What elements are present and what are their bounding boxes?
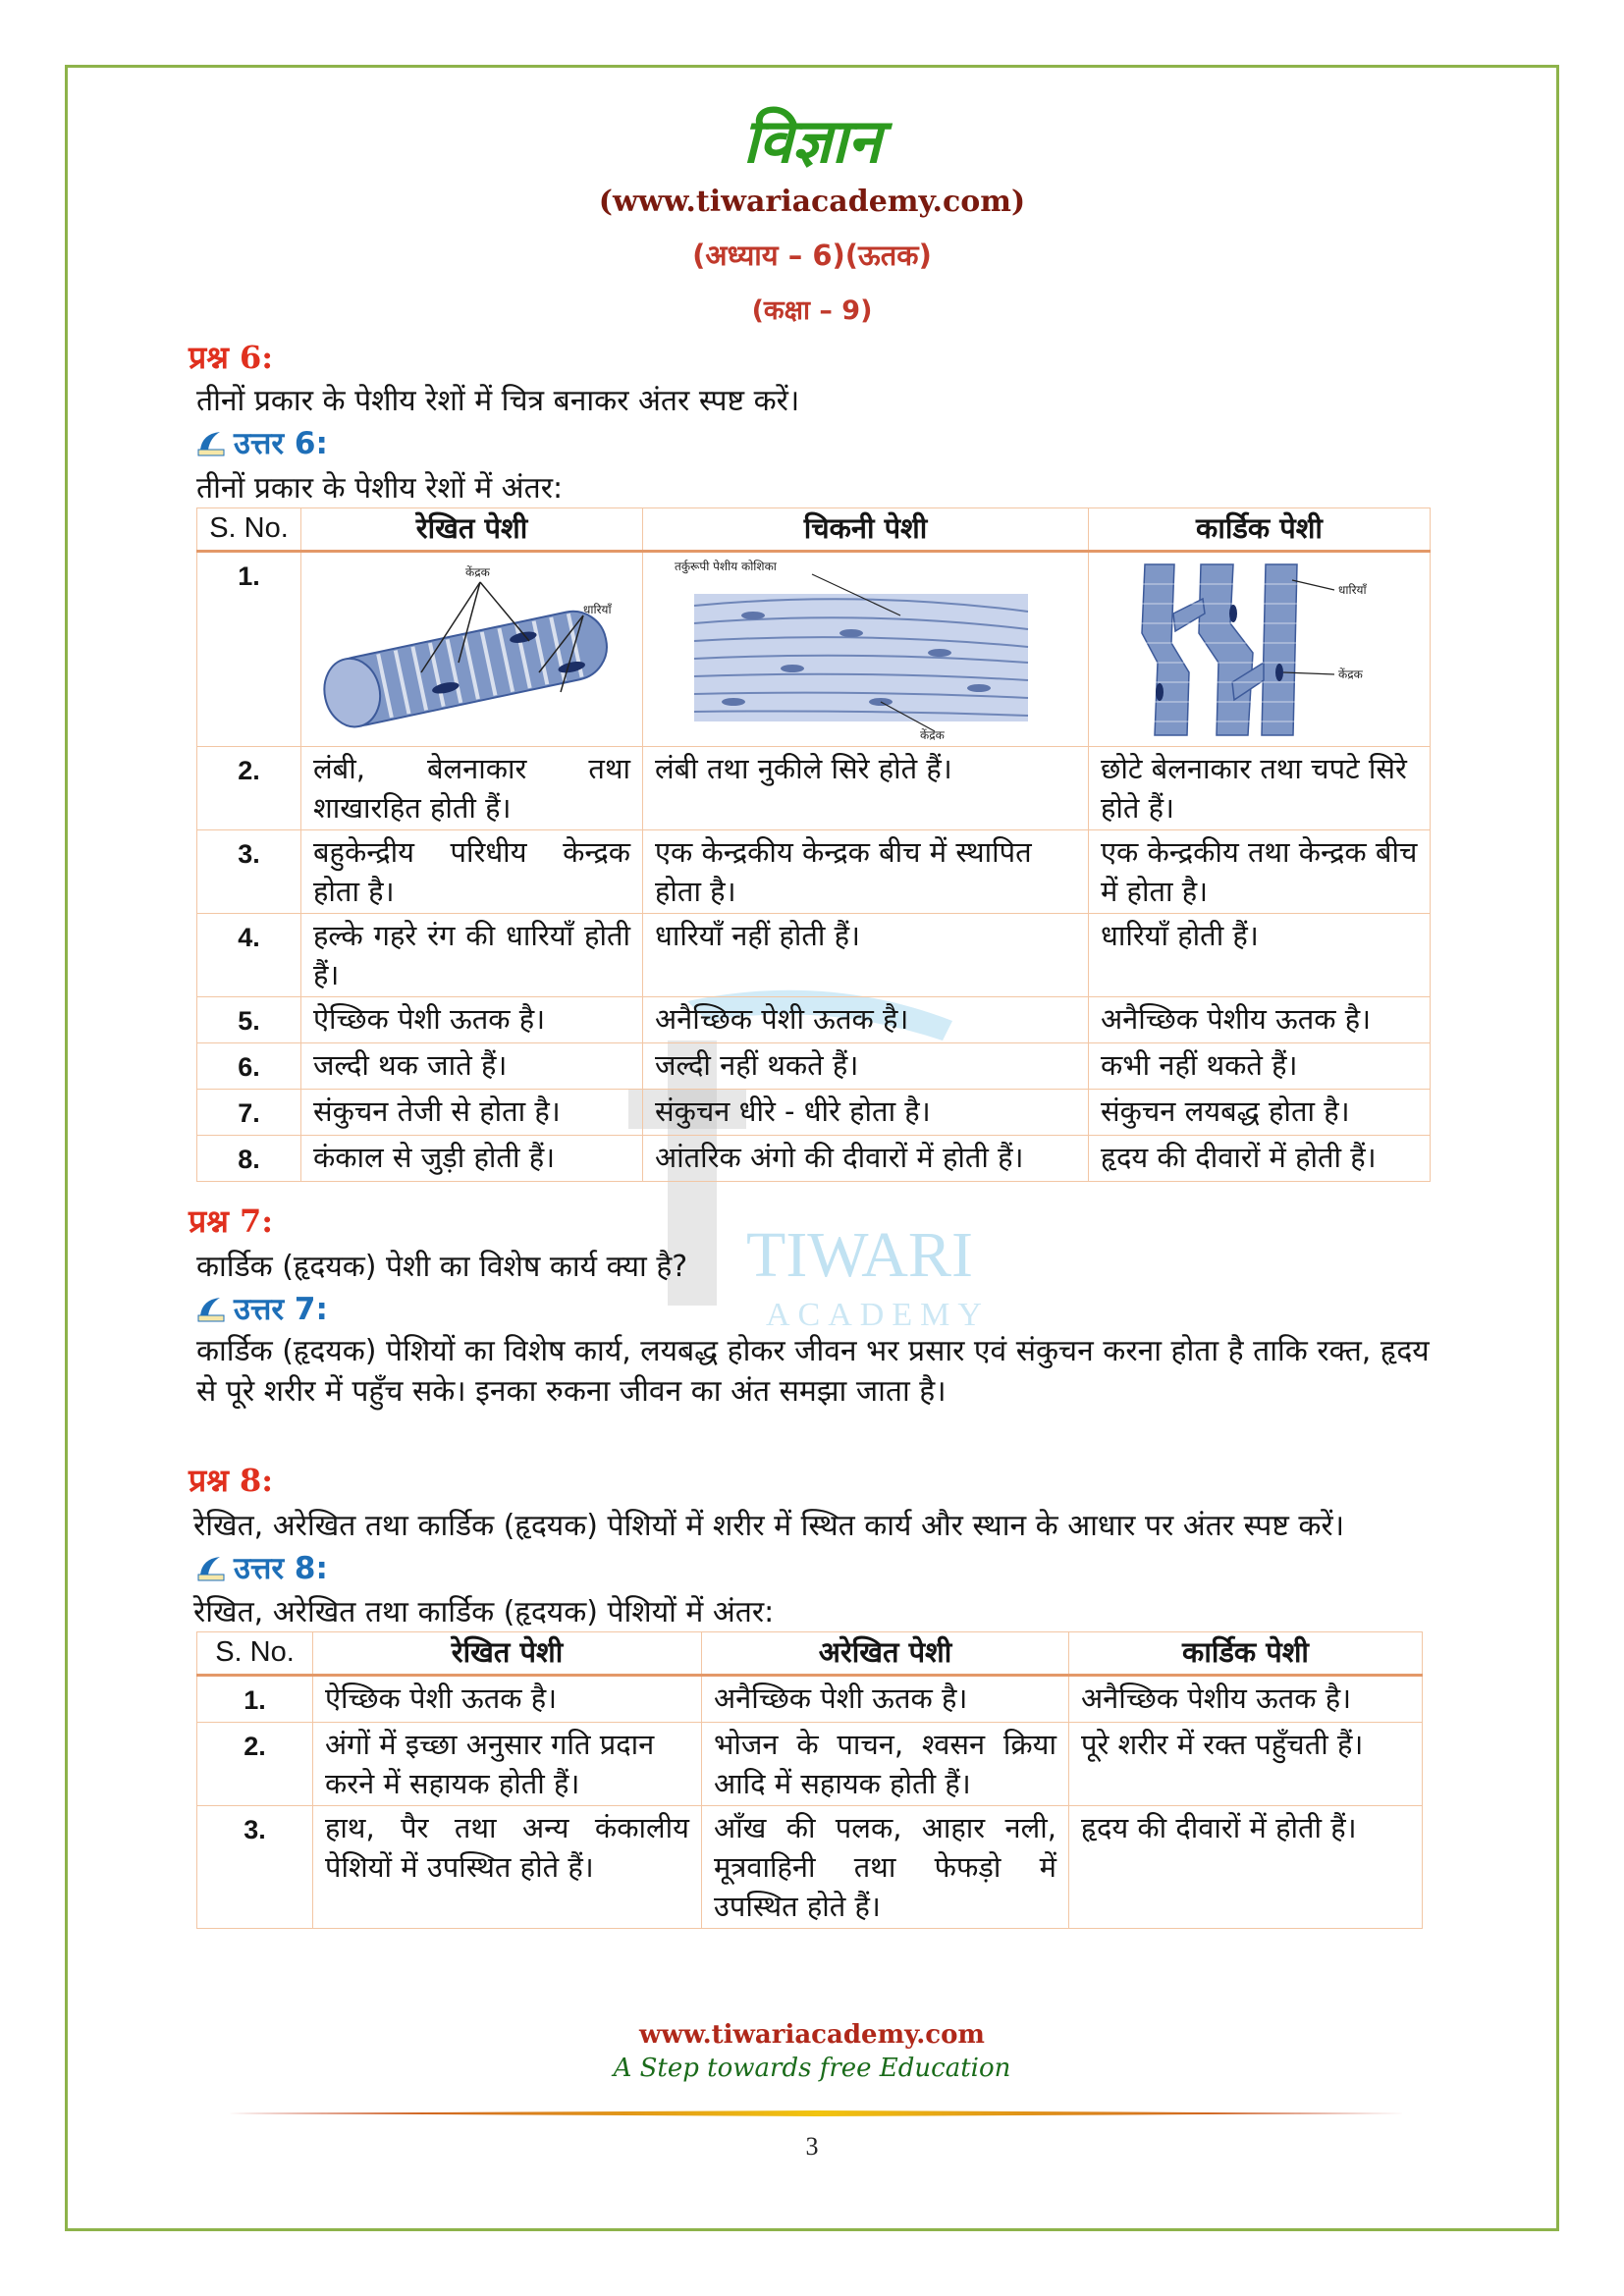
q6-answer-label: उत्तर 6: <box>234 426 328 461</box>
spindle-cell-label: तर्कुरूपी पेशीय कोशिका <box>675 560 777 573</box>
table-row <box>197 1136 1431 1182</box>
smooth-cell: अनैच्छिक पेशी ऊतक है। <box>643 997 1089 1043</box>
striated-cell: संकुचन तेजी से होता है। <box>301 1090 643 1136</box>
header-website[interactable]: (www.tiwariacademy.com) <box>598 185 1026 219</box>
serial-number: 1. <box>197 552 301 747</box>
page-title: विज्ञान <box>742 105 882 177</box>
q7-answer: कार्डिक (हृदयक) पेशियों का विशेष कार्य, लयबद्ध होकर जीवन भर प्रसार एवं संकुचन करना होता है ताकि रक्त, हृदय से पूरे शरीर में पहुँच सके। इनका रुकना जीवन का अंत समझा जाता है। <box>196 1334 1430 1409</box>
footer-tagline: A Step towards free Education <box>613 2054 1011 2083</box>
q6-muscle-table <box>196 507 1431 1182</box>
table-header-row <box>197 1632 1423 1676</box>
q7-answer-label: उत्तर 7: <box>234 1292 328 1327</box>
smooth-cell: जल्दी नहीं थकते हैं। <box>643 1043 1089 1090</box>
table-header: अरेखित पेशी <box>702 1632 1069 1676</box>
nucleus-label: केंद्रक <box>465 565 490 579</box>
watermark-subtext: ACADEMY <box>766 1297 990 1333</box>
table-header: कार्डिक पेशी <box>1089 508 1431 552</box>
striated-cell: बहुकेन्द्रीय परिधीय केन्द्रक होता है। <box>301 830 643 914</box>
serial-number: 2. <box>197 747 301 830</box>
serial-number: 8. <box>197 1136 301 1182</box>
q8-label: प्रश्न 8: <box>189 1462 274 1499</box>
table-row <box>197 1090 1431 1136</box>
striated-cell: ऐच्छिक पेशी ऊतक है। <box>313 1676 702 1723</box>
table-row <box>197 552 1431 747</box>
cardiac-cell: हृदय की दीवारों में होती हैं। <box>1069 1806 1423 1929</box>
striated-cell: लंबी, बेलनाकार तथा शाखारहित होती हैं। <box>301 747 643 830</box>
nucleus-label: केंद्रक <box>920 728 945 741</box>
serial-number: 7. <box>197 1090 301 1136</box>
striated-cell: अंगों में इच्छा अनुसार गति प्रदान करने में सहायक होती हैं। <box>313 1723 702 1806</box>
table-header: S. No. <box>197 1632 313 1676</box>
table-row <box>197 1043 1431 1090</box>
smooth-cell: धारियाँ नहीं होती हैं। <box>643 914 1089 997</box>
table-header: रेखित पेशी <box>313 1632 702 1676</box>
nucleus <box>722 698 745 706</box>
nucleus <box>967 684 991 692</box>
nucleus <box>1156 683 1164 701</box>
q8-text: रेखित, अरेखित तथा कार्डिक (हृदयक) पेशियों में शरीर में स्थित कार्य और स्थान के आधार पर अंतर स्पष्ट करें। <box>193 1509 1345 1543</box>
q6-label: प्रश्न 6: <box>189 339 274 376</box>
nucleus <box>928 649 951 657</box>
smooth-cell: संकुचन धीरे - धीरे होता है। <box>643 1090 1089 1136</box>
page-number: 3 <box>805 2132 819 2161</box>
tiwari-logo-icon <box>196 1294 226 1323</box>
footer-website[interactable]: www.tiwariacademy.com <box>639 2020 985 2050</box>
smooth-cell: एक केन्द्रकीय केन्द्रक बीच में स्थापित होता है। <box>643 830 1089 914</box>
watermark-text: TIWARI <box>746 1219 973 1291</box>
serial-number: 6. <box>197 1043 301 1090</box>
stripes-label: धारियाँ <box>1338 583 1367 597</box>
smooth-muscle-figure-cell <box>643 552 1089 747</box>
q7-answer-heading <box>196 1288 328 1329</box>
nucleus <box>741 612 765 619</box>
serial-number: 1. <box>197 1676 313 1723</box>
striated-cell: ऐच्छिक पेशी ऊतक है। <box>301 997 643 1043</box>
cardiac-muscle-diagram <box>1091 555 1427 741</box>
table-header-row <box>197 508 1431 552</box>
q8-muscle-table <box>196 1631 1423 1929</box>
smooth-muscle-diagram <box>645 555 1085 741</box>
cardiac-cell: अनैच्छिक पेशीय ऊतक है। <box>1069 1676 1423 1723</box>
serial-number: 2. <box>197 1723 313 1806</box>
tiwari-logo-icon <box>196 428 226 457</box>
cardiac-cell: अनैच्छिक पेशीय ऊतक है। <box>1089 997 1431 1043</box>
table-row <box>197 747 1431 830</box>
serial-number: 5. <box>197 997 301 1043</box>
cardiac-muscle-figure-cell <box>1089 552 1431 747</box>
q7-label: प्रश्न 7: <box>189 1202 274 1240</box>
cardiac-cell: संकुचन लयबद्ध होता है। <box>1089 1090 1431 1136</box>
unstriated-cell: अनैच्छिक पेशी ऊतक है। <box>702 1676 1069 1723</box>
q8-answer-label: उत्तर 8: <box>234 1551 328 1586</box>
cardiac-cell: कभी नहीं थकते हैं। <box>1089 1043 1431 1090</box>
table-row <box>197 997 1431 1043</box>
table-row <box>197 914 1431 997</box>
chapter-label: (अध्याय – 6)(ऊतक) <box>692 239 932 272</box>
q6-text: तीनों प्रकार के पेशीय रेशों में चित्र बनाकर अंतर स्पष्ट करें। <box>196 384 800 418</box>
serial-number: 4. <box>197 914 301 997</box>
unstriated-cell: भोजन के पाचन, श्वसन क्रिया आदि में सहायक होती हैं। <box>702 1723 1069 1806</box>
table-header: कार्डिक पेशी <box>1069 1632 1423 1676</box>
q8-intro: रेखित, अरेखित तथा कार्डिक (हृदयक) पेशियों में अंतर: <box>193 1595 775 1629</box>
unstriated-cell: आँख की पलक, आहार नली, मूत्रवाहिनी तथा फेफड़ो में उपस्थित होते हैं। <box>702 1806 1069 1929</box>
cardiac-cell: पूरे शरीर में रक्त पहुँचती हैं। <box>1069 1723 1423 1806</box>
class-label: (कक्षा – 9) <box>751 295 873 326</box>
nucleus <box>781 665 804 672</box>
striated-cell: हाथ, पैर तथा अन्य कंकालीय पेशियों में उपस्थित होते हैं। <box>313 1806 702 1929</box>
footer-divider <box>228 2110 1406 2116</box>
serial-number: 3. <box>197 830 301 914</box>
nucleus <box>1275 664 1283 681</box>
striated-muscle-figure-cell <box>301 552 643 747</box>
q6-answer-heading <box>196 422 328 463</box>
table-header: रेखित पेशी <box>301 508 643 552</box>
q6-intro: तीनों प्रकार के पेशीय रेशों में अंतर: <box>196 471 564 506</box>
striated-muscle-diagram <box>303 555 639 741</box>
table-row <box>197 1806 1423 1929</box>
cardiac-cell: धारियाँ होती हैं। <box>1089 914 1431 997</box>
nucleus <box>839 629 863 637</box>
nucleus-label: केंद्रक <box>1338 667 1363 681</box>
striated-cell: कंकाल से जुड़ी होती हैं। <box>301 1136 643 1182</box>
table-header: S. No. <box>197 508 301 552</box>
smooth-cell: आंतरिक अंगो की दीवारों में होती हैं। <box>643 1136 1089 1182</box>
table-row <box>197 1723 1423 1806</box>
tiwari-logo-icon <box>196 1553 226 1582</box>
stripes-label: धारियाँ <box>583 603 612 616</box>
cardiac-cell: हृदय की दीवारों में होती हैं। <box>1089 1136 1431 1182</box>
serial-number: 3. <box>197 1806 313 1929</box>
striated-cell: जल्दी थक जाते हैं। <box>301 1043 643 1090</box>
striated-cell: हल्के गहरे रंग की धारियाँ होती हैं। <box>301 914 643 997</box>
cardiac-cell: एक केन्द्रकीय तथा केन्द्रक बीच में होता है। <box>1089 830 1431 914</box>
smooth-cell: लंबी तथा नुकीले सिरे होते हैं। <box>643 747 1089 830</box>
table-row <box>197 830 1431 914</box>
q8-answer-heading <box>196 1547 328 1588</box>
table-header: चिकनी पेशी <box>643 508 1089 552</box>
nucleus <box>1229 605 1237 622</box>
table-row <box>197 1676 1423 1723</box>
cardiac-cell: छोटे बेलनाकार तथा चपटे सिरे होते हैं। <box>1089 747 1431 830</box>
q7-text: कार्डिक (हृदयक) पेशी का विशेष कार्य क्या है? <box>196 1250 688 1284</box>
